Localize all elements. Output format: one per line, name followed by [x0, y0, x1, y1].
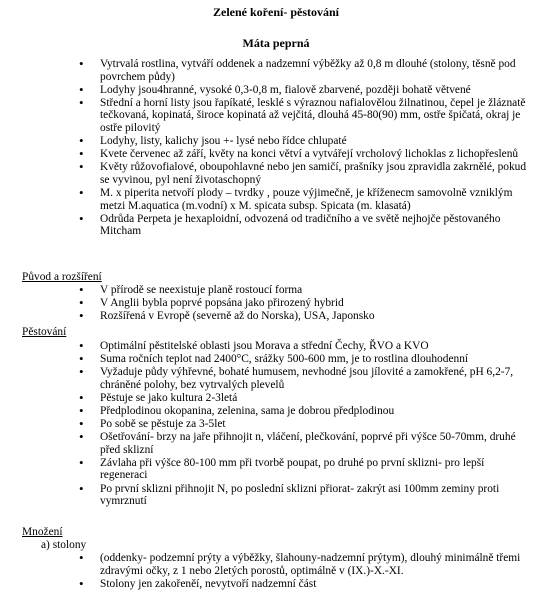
list-item: • Vyžaduje půdy výhřevné, bohaté humusem, nevhodné jsou jílovité a zamokřené, pH 6,2-7, chráněné polohy, bez vytrvalých plevelů	[0, 366, 552, 391]
sub-label-stolony: a) stolony	[41, 539, 87, 551]
section-heading-origin: Původ a rozšíření	[22, 271, 102, 283]
document-title: Zelené koření- pěstování	[213, 5, 339, 19]
list-item: • Ošetřování- brzy na jaře přihnojit n, vláčení, plečkování, poprvé při výšce 50-70mm, druhé před sklizní	[0, 431, 552, 456]
list-item: • Předplodinou okopanina, zelenina, sama je dobrou předplodinou	[0, 405, 552, 418]
section-heading-propagation: Množení	[22, 526, 63, 538]
list-item: • Po sobě se pěstuje za 3-5let	[0, 418, 552, 431]
list-item: • Závlaha při výšce 80-100 mm při tvorbě poupat, po druhé po první sklizni- pro lepší regeneraci	[0, 457, 552, 482]
document-subtitle: Máta peprná	[242, 36, 310, 50]
list-item: • Stolony jen zakořeněí, nevytvoří nadzemní část	[0, 578, 552, 591]
list-item: • Optimální pěstitelské oblasti jsou Morava a střední Čechy, ŘVO a KVO	[0, 340, 552, 353]
list-item: • Vytrvalá rostlina, vytváří oddenek a nadzemní výběžky až 0,8 m dlouhé (stolony, těsně pod povrchem půdy)	[0, 58, 552, 83]
list-item: • Odrůda Perpeta je hexaploidní, odvozená od tradičního a ve světě nejhojče pěstovaného Mitcham	[0, 213, 552, 238]
list-item: • V přírodě se neexistuje planě rostoucí forma	[0, 284, 552, 297]
list-item: • Lodyhy jsou4hranné, vysoké 0,3-0,8 m, fialově zbarvené, později bohatě větvené	[0, 84, 552, 97]
list-item: • M. x piperita netvoří plody – tvrdky , pouze výjimečně, je kříženecm samovolně vzniklým metzi M.aquatica (m.vodní) x M. spicata subsp. Spicata (m. klasatá)	[0, 187, 552, 212]
list-item: • (oddenky- podzemní prýty a výběžky, šlahouny-nadzemní prýtym), dlouhý minimálně třemi zdravými očky, z 1 nebo 2letých porostů, optimálně v (IX.)-X.-XI.	[0, 552, 552, 577]
list-item: • Lodyhy, listy, kalichy jsou +- lysé nebo řídce chlupaté	[0, 135, 552, 148]
list-item: • Rozšířená v Evropě (severně až do Norska), USA, Japonsko	[0, 310, 552, 323]
origin-list	[0, 284, 552, 323]
propagation-list	[0, 552, 552, 591]
list-item: • Střední a horní listy jsou řapíkaté, lesklé s výraznou nafialovělou žilnatinou, čepel je žláznatě tečkovaná, kopinatá, široce kopinatá až vejčitá, dlouhá 45-80(90) mm, ostře špičatá, okraj je ostře pilovitý	[0, 97, 552, 135]
list-item: • Pěstuje se jako kultura 2-3letá	[0, 392, 552, 405]
list-item: • Kvete červenec až září, květy na konci větví a vytvářejí vrcholový lichoklas z lichopřeslenů	[0, 148, 552, 161]
list-item: • Květy růžovofialové, oboupohlavné nebo jen samičí, prašníky jsou zpravidla zakrnělé, pokud se vyvinou, pyl není životaschopný	[0, 161, 552, 186]
list-item: • V Anglii bybla poprvé popsána jako přirozený hybrid	[0, 297, 552, 310]
list-item: • Suma ročních teplot nad 2400°C, srážky 500-600 mm, je to rostlina dlouhodenní	[0, 353, 552, 366]
growing-list	[0, 340, 552, 508]
section-heading-growing: Pěstování	[22, 326, 67, 338]
intro-list	[0, 58, 552, 238]
list-item: • Po první sklizni přihnojit N, po poslední sklizni přiorat- zakrýt asi 100mm zeminy proti vymrznutí	[0, 483, 552, 508]
